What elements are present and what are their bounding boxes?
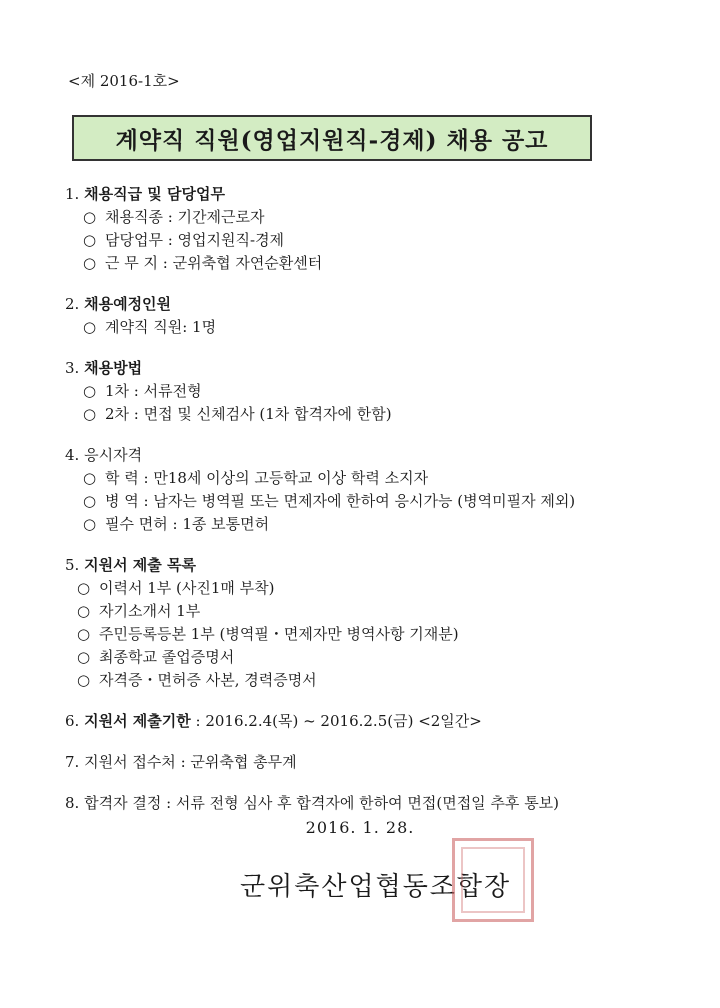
list-item: ○ 근 무 지 : 군위축협 자연순환센터 xyxy=(83,254,323,272)
list-item: ○ 2차 : 면접 및 신체검사 (1차 합격자에 한함) xyxy=(83,405,392,423)
official-seal-icon xyxy=(452,838,534,922)
notice-title: 계약직 직원(영업지원직-경제) 채용 공고 xyxy=(115,126,549,154)
section-qualifications: 4. 응시자격 ○ 학 력 : 만18세 이상의 고등학교 이상 학력 소지자 ○ 병 역 : 남자는 병역필 또는 면제자에 한하여 응시가능 (병역미필자 제외) ○ 필수 면허 : 1종 보통면허 xyxy=(65,444,685,536)
notice-sections xyxy=(65,183,685,833)
list-item: ○ 주민등록등본 1부 (병역필・면제자만 병역사항 기재분) xyxy=(77,625,459,643)
list-item: ○ 채용직종 : 기간제근로자 xyxy=(83,208,265,226)
list-item: ○ 1차 : 서류전형 xyxy=(83,382,202,400)
list-item: ○ 필수 면허 : 1종 보통면허 xyxy=(83,515,270,533)
list-item: ○ 자격증・면허증 사본, 경력증명서 xyxy=(77,671,317,689)
section-value: : 2016.2.4(목) ~ 2016.2.5(금) <2일간> xyxy=(190,712,482,730)
list-item: ○ 학 력 : 만18세 이상의 고등학교 이상 학력 소지자 xyxy=(83,469,429,487)
section-value: : 군위축협 총무계 xyxy=(175,753,297,771)
section-deadline: 6. 지원서 제출기한 : 2016.2.4(목) ~ 2016.2.5(금) <2일간> xyxy=(65,712,482,730)
notice-title-box xyxy=(72,115,592,161)
list-item: ○ 병 역 : 남자는 병역필 또는 면제자에 한하여 응시가능 (병역미필자 제외) xyxy=(83,492,576,510)
section-heading: 채용방법 xyxy=(84,359,143,377)
section-heading: 채용예정인원 xyxy=(84,295,172,313)
list-item: ○ 최종학교 졸업증명서 xyxy=(77,648,235,666)
section-heading: 지원서 제출 목록 xyxy=(84,556,196,574)
list-item: ○ 이력서 1부 (사진1매 부착) xyxy=(77,579,275,597)
section-submission-office: 7. 지원서 접수처 : 군위축협 총무계 xyxy=(65,753,297,771)
issuer-name: 군위축산업협동조합장 xyxy=(240,872,512,902)
issue-date: 2016. 1. 28. xyxy=(305,818,415,837)
section-selection: 8. 합격자 결정 : 서류 전형 심사 후 합격자에 한하여 면접(면접일 추후 통보) xyxy=(65,794,560,812)
section-heading: 합격자 결정 xyxy=(84,794,162,812)
section-hiring-method: 3. 채용방법 ○ 1차 : 서류전형 ○ 2차 : 면접 및 신체검사 (1차 합격자에 한함) xyxy=(65,357,685,426)
section-heading: 지원서 제출기한 xyxy=(84,712,191,730)
list-item: ○ 자기소개서 1부 xyxy=(77,602,201,620)
list-item: ○ 계약직 직원: 1명 xyxy=(83,318,217,336)
section-position-duties: 1. 채용직급 및 담당업무 ○ 채용직종 : 기간제근로자 ○ 담당업무 : 영업지원직-경제 ○ 근 무 지 : 군위축협 자연순환센터 xyxy=(65,183,685,275)
document-number: <제 2016-1호> xyxy=(68,72,180,90)
section-heading: 채용직급 및 담당업무 xyxy=(84,185,225,203)
section-heading: 응시자격 xyxy=(84,446,143,464)
section-value: : 서류 전형 심사 후 합격자에 한하여 면접(면접일 추후 통보) xyxy=(161,794,560,812)
section-headcount: 2. 채용예정인원 ○ 계약직 직원: 1명 xyxy=(65,293,685,339)
section-heading: 지원서 접수처 xyxy=(84,753,176,771)
section-required-documents: 5. 지원서 제출 목록 ○ 이력서 1부 (사진1매 부착) ○ 자기소개서 1부 ○ 주민등록등본 1부 (병역필・면제자만 병역사항 기재분) ○ 최종학교 졸업증명서 ○ 자격증・면허증 사본, 경력증명서 xyxy=(65,554,685,692)
list-item: ○ 담당업무 : 영업지원직-경제 xyxy=(83,231,285,249)
